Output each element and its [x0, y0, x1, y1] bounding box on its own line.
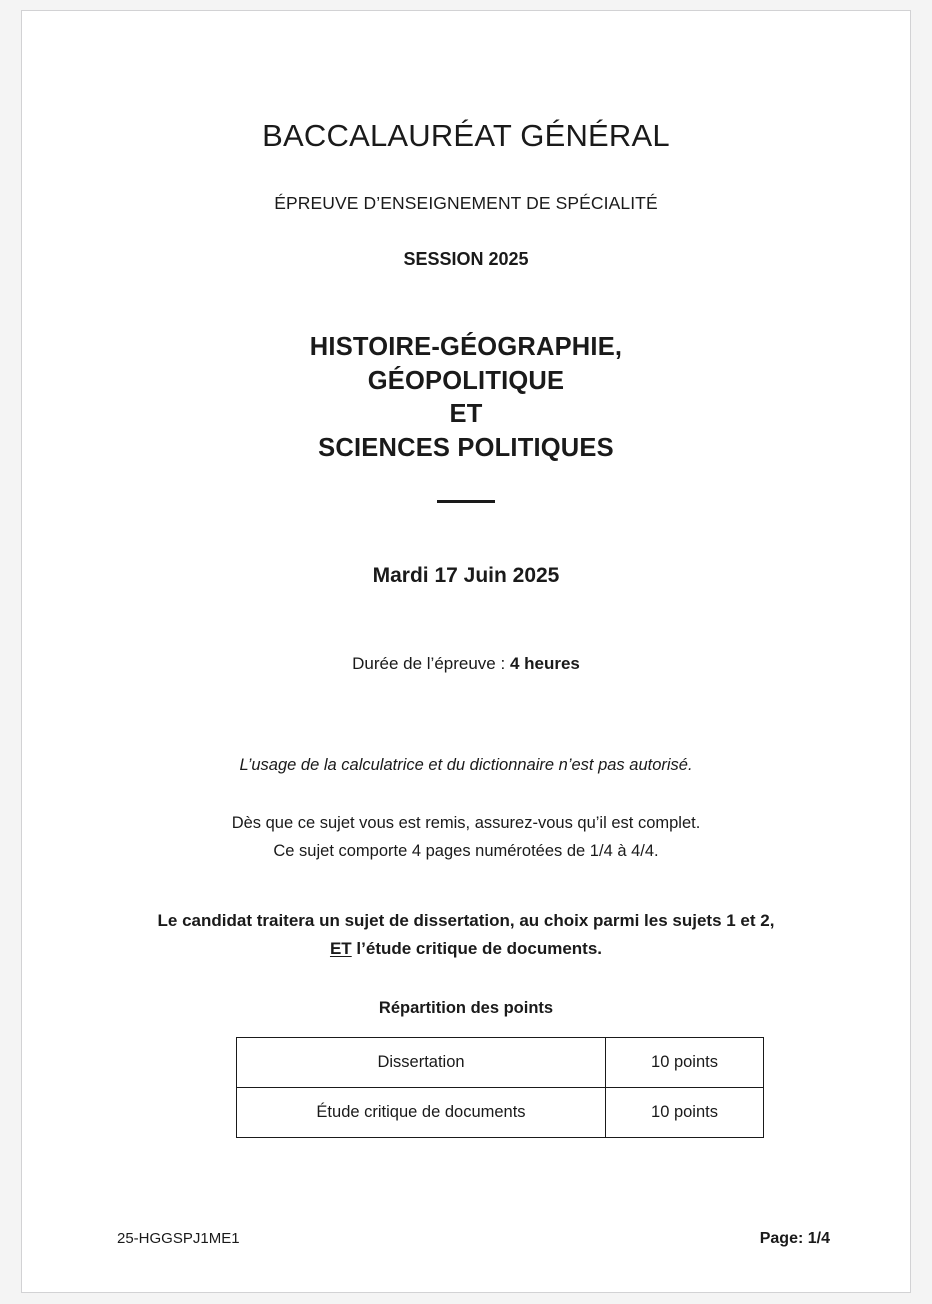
- points-row-label: Dissertation: [237, 1038, 606, 1088]
- subject-title-line-3: ET: [449, 400, 483, 429]
- page-count-notice-line: Ce sujet comporte 4 pages numérotées de 1/4 à 4/4.: [273, 842, 659, 861]
- points-table-body: [237, 1038, 764, 1138]
- subject-title-line-2: GÉOPOLITIQUE: [367, 366, 565, 395]
- exam-date: Mardi 17 Juin 2025: [372, 564, 560, 587]
- candidate-instruction: [22, 907, 910, 962]
- instruction-line-1: Le candidat traitera un sujet de dissertation, au choix parmi les sujets 1 et 2,: [157, 911, 775, 930]
- exam-subtitle: ÉPREUVE D’ENSEIGNEMENT DE SPÉCIALITÉ: [274, 193, 658, 213]
- page-content: [22, 11, 910, 1292]
- page-title: BACCALAURÉAT GÉNÉRAL: [262, 118, 670, 153]
- duration-label: Durée de l’épreuve :: [352, 654, 506, 673]
- page-footer: [22, 1230, 910, 1252]
- completeness-notice-line: Dès que ce sujet vous est remis, assurez-vous qu’il est complet.: [231, 814, 701, 832]
- instruction-line-2-rest: l’étude critique de documents.: [351, 938, 603, 958]
- subject-title-block: [22, 331, 910, 466]
- instruction-et-marker: ET: [329, 938, 352, 958]
- exam-paper-sheet: [21, 10, 911, 1293]
- subject-title-line-1: HISTOIRE-GÉOGRAPHIE,: [309, 333, 623, 361]
- points-distribution-table: [236, 1037, 764, 1138]
- duration-value: 4 heures: [509, 654, 580, 673]
- calculator-notice: L’usage de la calculatrice et du dictionnaire n’est pas autorisé.: [239, 756, 693, 774]
- points-distribution-caption: Répartition des points: [378, 999, 554, 1017]
- completeness-notice: [22, 809, 910, 866]
- points-row-value: 10 points: [606, 1088, 764, 1138]
- exam-duration: [22, 654, 910, 674]
- subject-title-line-4: SCIENCES POLITIQUES: [318, 433, 614, 462]
- session-label: SESSION 2025: [403, 249, 529, 269]
- points-row-label: Étude critique de documents: [237, 1088, 606, 1138]
- table-row: [237, 1038, 764, 1088]
- points-row-value: 10 points: [606, 1038, 764, 1088]
- instruction-line-2: [22, 935, 910, 963]
- page-number: Page: 1/4: [759, 1230, 830, 1247]
- table-row: [237, 1088, 764, 1138]
- subject-code: 25-HGGSPJ1ME1: [117, 1230, 240, 1247]
- title-separator-rule: [437, 500, 495, 503]
